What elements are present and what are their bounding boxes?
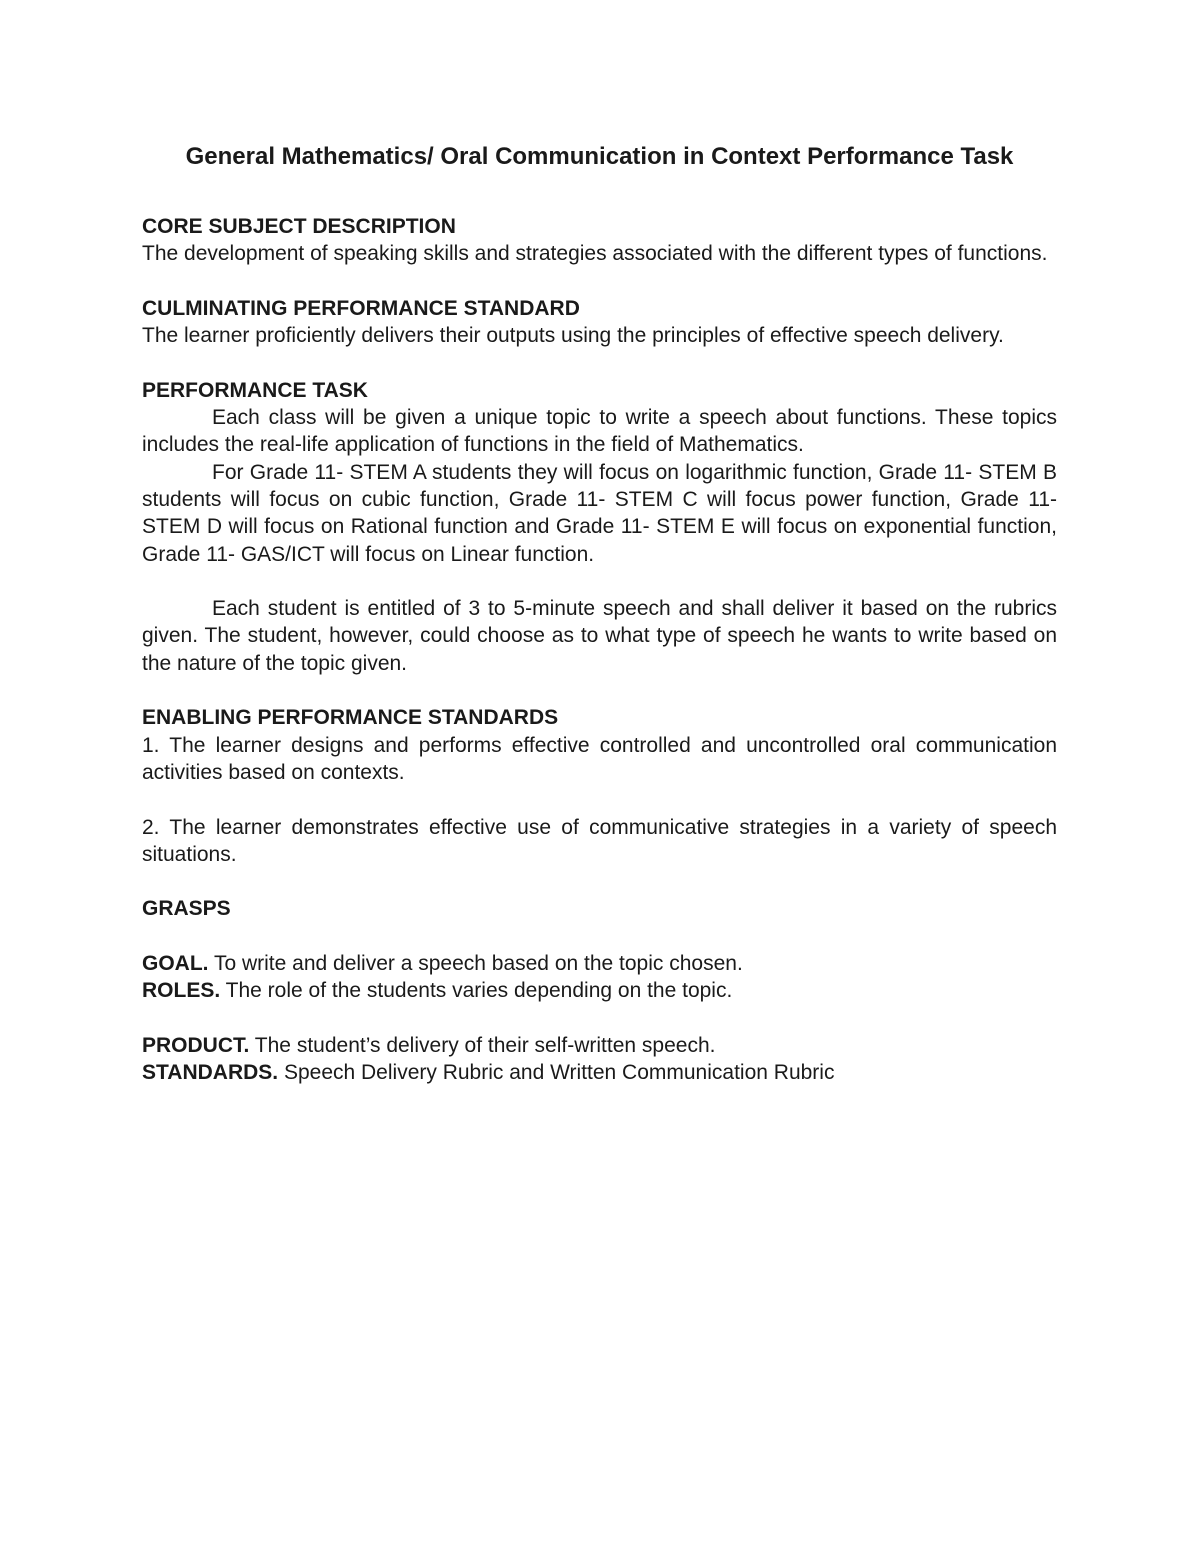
document-page xyxy=(142,140,1057,1087)
performance-task-paragraph-3: Each student is entitled of 3 to 5-minute speech and shall deliver it based on the rubrics given. The student, however, could choose as to what type of speech he wants to write based on the nature of the topic given. xyxy=(142,597,1057,675)
document-title: General Mathematics/ Oral Communication in Context Performance Task xyxy=(185,143,1014,170)
performance-task-paragraph-2: For Grade 11- STEM A students they will focus on logarithmic function, Grade 11- STEM B students will focus on cubic function, Grade 11- STEM C will focus power function, Grade 11- STEM D will focus on Rational function and Grade 11- STEM E will focus on exponential function, Grade 11- GAS/ICT will focus on Linear function. xyxy=(142,460,1057,566)
culminating-text: The learner proficiently delivers their outputs using the principles of effective speech delivery. xyxy=(142,324,1004,348)
grasps-heading: GRASPS xyxy=(142,897,231,921)
enabling-heading: ENABLING PERFORMANCE STANDARDS xyxy=(142,706,559,730)
product-text: The student’s delivery of their self-written speech. xyxy=(249,1033,716,1057)
product-label: PRODUCT. xyxy=(142,1033,250,1057)
roles-text: The role of the students varies depending on the topic. xyxy=(220,979,733,1003)
core-subject-text: The development of speaking skills and strategies associated with the different types of functions. xyxy=(142,242,1048,266)
performance-task-paragraph-1: Each class will be given a unique topic to write a speech about functions. These topics includes the real-life application of functions in the field of Mathematics. xyxy=(142,406,1057,457)
standards-text: Speech Delivery Rubric and Written Communication Rubric xyxy=(278,1061,835,1085)
culminating-heading: CULMINATING PERFORMANCE STANDARD xyxy=(142,296,580,320)
goal-text: To write and deliver a speech based on the topic chosen. xyxy=(208,952,743,976)
goal-label: GOAL. xyxy=(142,952,209,976)
performance-task-heading: PERFORMANCE TASK xyxy=(142,378,368,402)
enabling-item-2: 2. The learner demonstrates effective use of communicative strategies in a variety of speech situations. xyxy=(142,815,1057,866)
grasps-goal xyxy=(142,950,1057,977)
roles-label: ROLES. xyxy=(142,979,221,1003)
core-subject-heading: CORE SUBJECT DESCRIPTION xyxy=(142,215,456,238)
enabling-item-1: 1. The learner designs and performs effective controlled and uncontrolled oral communication activities based on contexts. xyxy=(142,733,1057,784)
grasps-standards xyxy=(142,1059,1057,1086)
grasps-roles xyxy=(142,977,1057,1004)
grasps-product xyxy=(142,1032,1057,1059)
standards-label: STANDARDS. xyxy=(142,1061,279,1085)
